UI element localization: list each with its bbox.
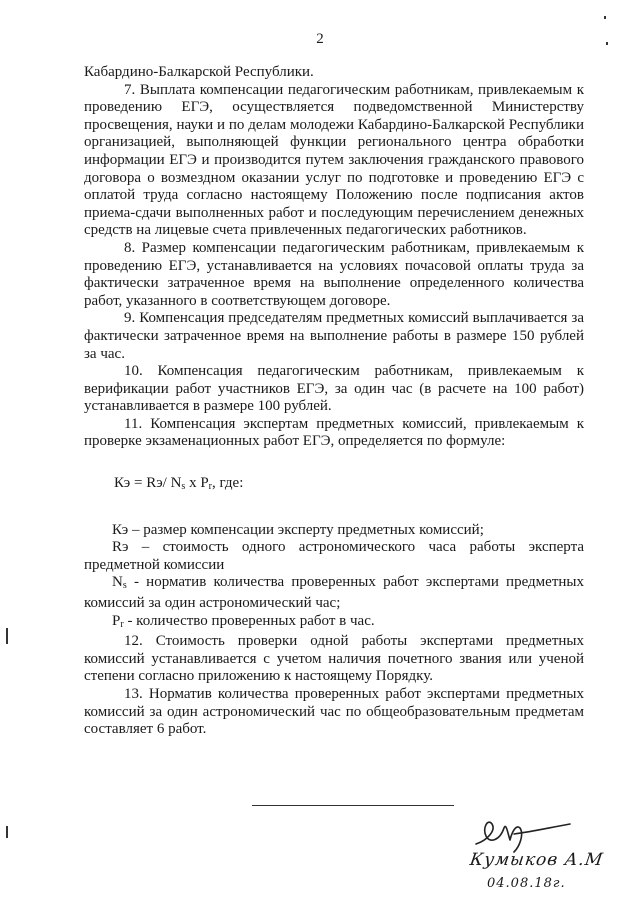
scan-mark: [604, 16, 606, 19]
page-number: 2: [316, 31, 324, 47]
formula-mid: x P: [185, 475, 209, 492]
compensation-formula: [114, 475, 584, 496]
paragraph-8: 8. Размер компенсации педагогическим работникам, привлекаемым к проведению ЕГЭ, устанавливается на условиях почасовой оплаты труда за фактически затраченное время на выполнение определенного количества работ, указанного в соответствующем договоре.: [84, 239, 584, 309]
paragraph-11: 11. Компенсация экспертам предметных комиссий, привлекаемым к проверке экзаменационных работ ЕГЭ, определяется по формуле:: [84, 415, 584, 450]
formula-tail: , где:: [212, 475, 244, 492]
signer-name: Кумыков А.М: [468, 850, 605, 870]
document-body: [84, 64, 584, 739]
footer-rule: [252, 805, 454, 806]
scan-mark: [606, 42, 608, 45]
scan-mark: [6, 628, 8, 644]
formula-sub-r: r: [208, 481, 212, 493]
paragraph-12: 12. Стоимость проверки одной работы экспертами предметных комиссий устанавливается с учетом наличия почетного звания или ученой степени согласно приложению к настоящему Порядку.: [84, 633, 584, 685]
legend-p-sub: r: [120, 618, 124, 630]
paragraph-continuation: Кабардино-Балкарской Республики.: [84, 64, 314, 80]
legend-n-sub: s: [122, 580, 127, 592]
legend-k: Кэ – размер компенсации эксперту предметных комиссий;: [112, 521, 484, 538]
legend-p-text: - количество проверенных работ в час.: [123, 612, 375, 629]
legend-n-symbol: N: [112, 574, 123, 591]
paragraph-9: 9. Компенсация председателям предметных комиссий выплачивается за фактически затраченное время на выполнение работы в размере 150 рублей за час.: [84, 310, 584, 362]
legend-n-text: - норматив количества проверенных работ экспертами предметных комиссий за один астрономический час;: [84, 574, 584, 612]
paragraph-13: 13. Норматив количества проверенных работ экспертами предметных комиссий за один астрономический час по общеобразовательным предметам составляет 6 работ.: [84, 686, 584, 738]
paragraph-10: 10. Компенсация педагогическим работникам, привлекаемым к верификации работ участников ЕГЭ, за один час (в расчете на 100 работ) устанавливается в размере 100 рублей.: [84, 363, 584, 415]
legend-r: Rэ – стоимость одного астрономического часа работы эксперта предметной комиссии: [84, 539, 584, 573]
legend-p-symbol: P: [112, 612, 121, 629]
formula-lhs: Кэ = Rэ/ N: [114, 475, 182, 492]
signature-date: 04.08.18г.: [487, 876, 566, 891]
paragraph-7: 7. Выплата компенсации педагогическим работникам, привлекаемым к проведению ЕГЭ, осуществляется подведомственной Министерству просвещения, науки и по делам молодежи Кабардино-Балкарской Республики организацией, выполняющей функции регионального центра обработки информации ЕГЭ и производится путем заключения гражданского правового договора о возмездном оказании услуг по подготовке и проведению ЕГЭ с оплатой труда согласно настоящему Положению после подписания актов приема-сдачи выполненных работ и последующим перечислением денежных средств на лицевые счета привлеченных педагогических работников.: [84, 81, 584, 239]
legend-p: [84, 613, 584, 634]
formula-sub-s: s: [181, 481, 186, 493]
legend-n: [84, 574, 584, 612]
scan-mark: [6, 826, 8, 838]
